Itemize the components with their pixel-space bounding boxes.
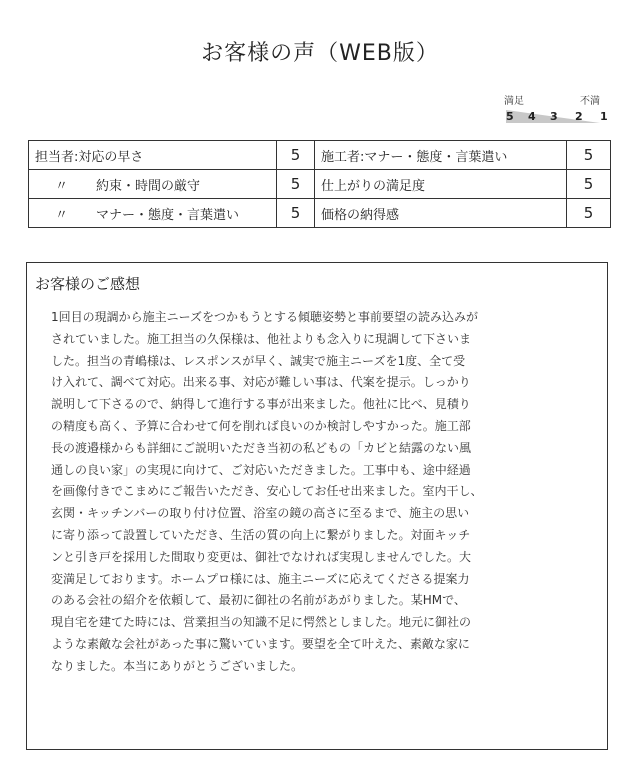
customer-comment-box bbox=[26, 262, 608, 750]
rating-score: 5 bbox=[277, 199, 315, 228]
comment-line: の精度も高く、予算に合わせて何を削れば良いのか検討しやすかった。施工部 bbox=[51, 418, 471, 433]
satisfaction-scale-legend bbox=[500, 92, 612, 128]
comment-line: け入れて、調べて対応。出来る事、対応が難しい事は、代案を提示。しっかり bbox=[51, 375, 471, 390]
scale-label-satisfied: 満足 bbox=[504, 96, 524, 107]
rating-row bbox=[29, 170, 611, 199]
rating-label-text: 仕上がりの満足度 bbox=[321, 178, 426, 194]
comment-line: した。担当の青嶋様は、レスポンスが早く、誠実で施主ニーズを1度、全て受 bbox=[51, 353, 466, 368]
rating-label-text: 価格の納得感 bbox=[321, 207, 400, 223]
ditto-mark: 〃 bbox=[55, 178, 69, 194]
scale-number-3: 3 bbox=[550, 110, 558, 123]
comment-line: 長の渡邉様からも詳細にご説明いただき当初の私どもの「カビと結露のない風 bbox=[51, 440, 472, 455]
rating-score: 5 bbox=[567, 199, 611, 228]
rating-score: 5 bbox=[277, 141, 315, 170]
page-title: お客様の声（WEB版） bbox=[201, 41, 439, 66]
scale-number-5: 5 bbox=[506, 110, 514, 123]
scale-label-dissatisfied: 不満 bbox=[580, 96, 600, 107]
rating-label-text: マナー・態度・言葉遣い bbox=[96, 207, 240, 223]
rating-label bbox=[29, 141, 277, 170]
rating-label bbox=[29, 170, 277, 199]
comment-line: 通しの良い家」の実現に向けて、ご対応いただきました。工事中も、途中経過 bbox=[51, 462, 471, 477]
rating-label bbox=[315, 199, 567, 228]
rating-label-text: 担当者:対応の早さ bbox=[35, 149, 144, 165]
comment-line: を画像付きでこまめにご報告いただき、安心してお任せ出来ました。室内干し、 bbox=[51, 484, 483, 499]
comment-line: 現自宅を建てた時には、営業担当の知識不足に愕然としました。地元に御社の bbox=[51, 615, 472, 630]
comment-line: 1回目の現調から施主ニーズをつかもうとする傾聴姿勢と事前要望の読み込みが bbox=[51, 310, 479, 324]
scale-number-2: 2 bbox=[575, 110, 583, 123]
comment-line: されていました。施工担当の久保様は、他社よりも念入りに現調して下さいま bbox=[51, 331, 472, 346]
rating-table bbox=[28, 140, 611, 228]
rating-score: 5 bbox=[567, 170, 611, 199]
rating-row bbox=[29, 199, 611, 228]
comment-body bbox=[51, 307, 599, 678]
ditto-mark: 〃 bbox=[55, 207, 69, 223]
comment-line: ンと引き戸を採用した間取り変更は、御社でなければ実現しませんでした。大 bbox=[51, 549, 472, 564]
rating-label bbox=[29, 199, 277, 228]
rating-score: 5 bbox=[567, 141, 611, 170]
scale-number-4: 4 bbox=[528, 110, 536, 123]
rating-label bbox=[315, 170, 567, 199]
comment-line: に寄り添って設置していただき、生活の質の向上に繋がりました。対面キッチ bbox=[51, 527, 471, 542]
comment-line: 変満足しております。ホームプロ様には、施主ニーズに応えてくださる提案力 bbox=[51, 571, 470, 586]
rating-row bbox=[29, 141, 611, 170]
comment-line: 玄関・キッチンバーの取り付け位置、浴室の鏡の高さに至るまで、施主の思い bbox=[51, 506, 470, 521]
comment-title: お客様のご感想 bbox=[35, 275, 141, 293]
scale-number-1: 1 bbox=[600, 110, 608, 123]
rating-label bbox=[315, 141, 567, 170]
comment-line: のある会社の紹介を依頼して、最初に御社の名前があがりました。某HMで、 bbox=[51, 593, 466, 608]
rating-label-text: 約束・時間の厳守 bbox=[96, 178, 201, 194]
rating-score: 5 bbox=[277, 170, 315, 199]
comment-line: 説明して下さるので、納得して進行する事が出来ました。他社に比べ、見積り bbox=[51, 397, 471, 412]
rating-label-text: 施工者:マナー・態度・言葉遣い bbox=[321, 149, 508, 165]
comment-line: なりました。本当にありがとうございました。 bbox=[51, 658, 304, 673]
comment-line: ような素敵な会社があった事に驚いています。要望を全て叶えた、素敵な家に bbox=[51, 636, 470, 651]
